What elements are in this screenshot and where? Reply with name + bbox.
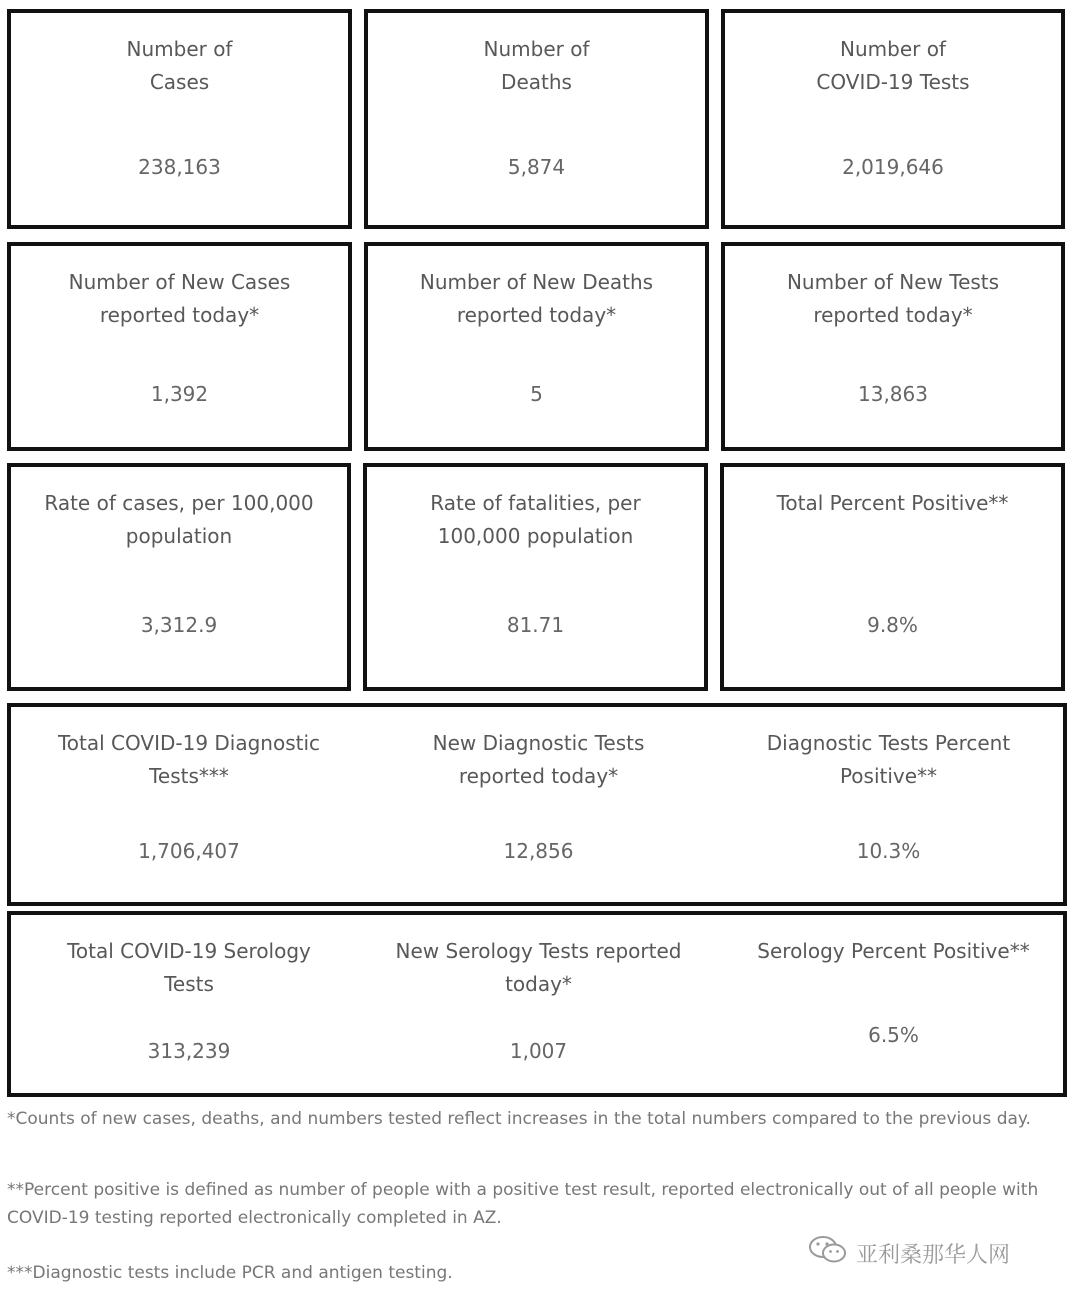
- tests-label: Number of COVID-19 Tests: [816, 37, 970, 94]
- new-deaths-card: [364, 242, 709, 451]
- deaths-card: [364, 9, 709, 229]
- diagnostic-new-label: New Diagnostic Tests reported today*: [432, 731, 645, 788]
- percent-positive-value: 9.8%: [867, 613, 918, 637]
- diagnostic-total-value: 1,706,407: [138, 839, 240, 863]
- fatality-rate-label: Rate of fatalities, per 100,000 population: [430, 491, 641, 548]
- diagnostic-total-label: Total COVID-19 Diagnostic Tests***: [57, 731, 321, 788]
- percent-positive-label: Total Percent Positive**: [776, 491, 1009, 515]
- diagnostic-total-cell: [19, 707, 359, 902]
- wechat-icon: [808, 1235, 848, 1271]
- new-tests-label: Number of New Tests reported today*: [786, 270, 1000, 327]
- tests-value: 2,019,646: [842, 155, 944, 179]
- diagnostic-new-cell: [366, 707, 711, 902]
- case-rate-value: 3,312.9: [140, 613, 218, 637]
- new-cases-value: 1,392: [150, 382, 209, 406]
- diagnostic-panel: [7, 703, 1067, 906]
- footnote-diagnostic-tests: ***Diagnostic tests include PCR and antigen testing.: [7, 1263, 453, 1283]
- fatality-rate-card: [363, 463, 708, 691]
- serology-new-label: New Serology Tests reported today*: [395, 939, 682, 996]
- footnote-new-counts: *Counts of new cases, deaths, and numbers tested reflect increases in the total numbers compared to the previous day.: [7, 1109, 1031, 1129]
- new-cases-label: Number of New Cases reported today*: [68, 270, 291, 327]
- fatality-rate-value: 81.71: [506, 613, 565, 637]
- new-cases-card: [7, 242, 352, 451]
- watermark-text: 亚利桑那华人网: [856, 1242, 1011, 1268]
- deaths-label: Number of Deaths: [483, 37, 590, 94]
- deaths-value: 5,874: [507, 155, 566, 179]
- serology-total-label: Total COVID-19 Serology Tests: [67, 939, 311, 996]
- new-tests-card: [721, 242, 1065, 451]
- cases-label: Number of Cases: [126, 37, 233, 94]
- case-rate-card: [7, 463, 351, 691]
- new-tests-value: 13,863: [858, 382, 928, 406]
- cases-value: 238,163: [138, 155, 221, 179]
- cases-card: [7, 9, 352, 229]
- diagnostic-percent-label: Diagnostic Tests Percent Positive**: [766, 731, 1011, 788]
- serology-percent-cell: [716, 915, 1071, 1093]
- diagnostic-new-value: 12,856: [503, 839, 574, 863]
- serology-percent-value: 6.5%: [868, 1023, 919, 1047]
- serology-panel: [7, 911, 1067, 1097]
- new-deaths-label: Number of New Deaths reported today*: [419, 270, 654, 327]
- footnote-percent-positive: **Percent positive is defined as number of people with a positive test result, reported electronically out of all people with COVID-19 testing reported electronically completed in AZ.: [7, 1180, 1039, 1228]
- tests-card: [721, 9, 1065, 229]
- diagnostic-percent-cell: [716, 707, 1061, 902]
- case-rate-label: Rate of cases, per 100,000 population: [44, 491, 314, 548]
- serology-total-value: 313,239: [147, 1039, 231, 1063]
- serology-new-cell: [366, 915, 711, 1093]
- percent-positive-card: [720, 463, 1065, 691]
- watermark: [808, 1236, 1058, 1270]
- serology-percent-label: Serology Percent Positive**: [757, 939, 1030, 963]
- new-deaths-value: 5: [530, 382, 543, 406]
- serology-new-value: 1,007: [509, 1039, 568, 1063]
- diagnostic-percent-value: 10.3%: [856, 839, 921, 863]
- serology-total-cell: [19, 915, 359, 1093]
